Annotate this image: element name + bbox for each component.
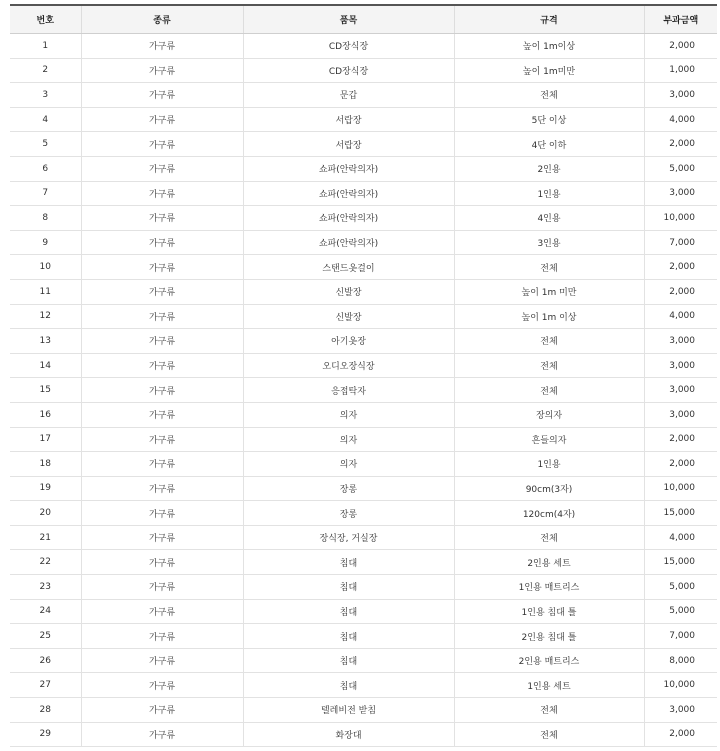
cell-no: 9	[10, 230, 81, 255]
cell-kind: 가구류	[81, 427, 243, 452]
cell-item: CD장식장	[243, 58, 454, 83]
cell-item: 침대	[243, 624, 454, 649]
table-row	[10, 698, 717, 723]
cell-spec: 높이 1m미만	[454, 58, 644, 83]
cell-spec: 장의자	[454, 402, 644, 427]
cell-kind: 가구류	[81, 107, 243, 132]
cell-item: 쇼파(안락의자)	[243, 156, 454, 181]
cell-no: 24	[10, 599, 81, 624]
cell-fee: 7,000	[644, 624, 717, 649]
cell-kind: 가구류	[81, 525, 243, 550]
cell-fee: 5,000	[644, 575, 717, 600]
cell-spec: 1인용	[454, 452, 644, 477]
cell-item: 서랍장	[243, 132, 454, 157]
cell-kind: 가구류	[81, 673, 243, 698]
cell-spec: 1인용 세트	[454, 673, 644, 698]
table-row	[10, 132, 717, 157]
header-fee: 부과금액	[644, 5, 717, 34]
cell-fee: 3,000	[644, 378, 717, 403]
cell-fee: 3,000	[644, 329, 717, 354]
table-row	[10, 206, 717, 231]
cell-kind: 가구류	[81, 230, 243, 255]
cell-no: 16	[10, 402, 81, 427]
cell-item: 침대	[243, 648, 454, 673]
cell-fee: 3,000	[644, 698, 717, 723]
cell-no: 5	[10, 132, 81, 157]
cell-item: 침대	[243, 673, 454, 698]
table-body	[10, 34, 717, 747]
cell-no: 29	[10, 722, 81, 747]
table-row	[10, 599, 717, 624]
cell-item: 서랍장	[243, 107, 454, 132]
cell-item: 장롱	[243, 476, 454, 501]
cell-no: 6	[10, 156, 81, 181]
table-row	[10, 255, 717, 280]
cell-fee: 1,000	[644, 58, 717, 83]
table-row	[10, 34, 717, 59]
cell-spec: 5단 이상	[454, 107, 644, 132]
cell-spec: 120cm(4자)	[454, 501, 644, 526]
cell-fee: 2,000	[644, 255, 717, 280]
cell-kind: 가구류	[81, 648, 243, 673]
cell-item: 의자	[243, 402, 454, 427]
table-row	[10, 575, 717, 600]
cell-kind: 가구류	[81, 206, 243, 231]
cell-kind: 가구류	[81, 624, 243, 649]
cell-spec: 전체	[454, 722, 644, 747]
cell-spec: 2인용 매트리스	[454, 648, 644, 673]
cell-fee: 10,000	[644, 673, 717, 698]
cell-item: 침대	[243, 575, 454, 600]
cell-no: 15	[10, 378, 81, 403]
table-row	[10, 624, 717, 649]
cell-fee: 8,000	[644, 648, 717, 673]
cell-no: 10	[10, 255, 81, 280]
cell-kind: 가구류	[81, 304, 243, 329]
cell-no: 21	[10, 525, 81, 550]
cell-spec: 높이 1m 미만	[454, 279, 644, 304]
cell-fee: 3,000	[644, 402, 717, 427]
cell-item: 텔레비전 받침	[243, 698, 454, 723]
cell-spec: 3인용	[454, 230, 644, 255]
cell-spec: 1인용 매트리스	[454, 575, 644, 600]
cell-spec: 4단 이하	[454, 132, 644, 157]
cell-item: 침대	[243, 550, 454, 575]
cell-no: 17	[10, 427, 81, 452]
cell-item: 신발장	[243, 279, 454, 304]
cell-fee: 15,000	[644, 501, 717, 526]
cell-fee: 10,000	[644, 206, 717, 231]
cell-fee: 2,000	[644, 279, 717, 304]
fee-table	[10, 4, 717, 747]
cell-no: 13	[10, 329, 81, 354]
cell-kind: 가구류	[81, 698, 243, 723]
cell-no: 11	[10, 279, 81, 304]
table-row	[10, 525, 717, 550]
cell-kind: 가구류	[81, 722, 243, 747]
table-row	[10, 550, 717, 575]
cell-kind: 가구류	[81, 181, 243, 206]
table-row	[10, 673, 717, 698]
header-item: 품목	[243, 5, 454, 34]
cell-no: 28	[10, 698, 81, 723]
table-row	[10, 402, 717, 427]
cell-item: 장식장, 거실장	[243, 525, 454, 550]
cell-spec: 전체	[454, 255, 644, 280]
cell-item: 문갑	[243, 83, 454, 108]
cell-no: 26	[10, 648, 81, 673]
cell-spec: 1인용 침대 틀	[454, 599, 644, 624]
cell-kind: 가구류	[81, 575, 243, 600]
table-row	[10, 378, 717, 403]
cell-spec: 전체	[454, 353, 644, 378]
header-row	[10, 5, 717, 34]
cell-no: 3	[10, 83, 81, 108]
cell-no: 12	[10, 304, 81, 329]
cell-item: 쇼파(안락의자)	[243, 206, 454, 231]
cell-spec: 전체	[454, 525, 644, 550]
table-row	[10, 722, 717, 747]
cell-fee: 5,000	[644, 599, 717, 624]
header-spec: 규격	[454, 5, 644, 34]
table-row	[10, 304, 717, 329]
cell-kind: 가구류	[81, 550, 243, 575]
cell-kind: 가구류	[81, 255, 243, 280]
cell-fee: 2,000	[644, 722, 717, 747]
cell-fee: 2,000	[644, 452, 717, 477]
header-kind: 종류	[81, 5, 243, 34]
table-row	[10, 107, 717, 132]
cell-no: 7	[10, 181, 81, 206]
cell-kind: 가구류	[81, 329, 243, 354]
cell-spec: 높이 1m이상	[454, 34, 644, 59]
cell-no: 23	[10, 575, 81, 600]
cell-kind: 가구류	[81, 378, 243, 403]
cell-no: 14	[10, 353, 81, 378]
cell-item: 신발장	[243, 304, 454, 329]
cell-fee: 3,000	[644, 83, 717, 108]
table-row	[10, 181, 717, 206]
table-row	[10, 427, 717, 452]
table-row	[10, 476, 717, 501]
cell-no: 1	[10, 34, 81, 59]
table-row	[10, 156, 717, 181]
cell-spec: 2인용 세트	[454, 550, 644, 575]
cell-no: 19	[10, 476, 81, 501]
cell-fee: 10,000	[644, 476, 717, 501]
cell-no: 22	[10, 550, 81, 575]
cell-no: 27	[10, 673, 81, 698]
table-row	[10, 83, 717, 108]
cell-item: 침대	[243, 599, 454, 624]
cell-fee: 3,000	[644, 181, 717, 206]
cell-fee: 4,000	[644, 304, 717, 329]
cell-item: 쇼파(안락의자)	[243, 230, 454, 255]
cell-no: 8	[10, 206, 81, 231]
cell-kind: 가구류	[81, 452, 243, 477]
cell-fee: 5,000	[644, 156, 717, 181]
cell-fee: 3,000	[644, 353, 717, 378]
cell-kind: 가구류	[81, 132, 243, 157]
fee-table-container	[10, 4, 717, 747]
table-row	[10, 452, 717, 477]
cell-kind: 가구류	[81, 58, 243, 83]
cell-spec: 전체	[454, 83, 644, 108]
cell-no: 18	[10, 452, 81, 477]
table-row	[10, 329, 717, 354]
cell-spec: 흔들의자	[454, 427, 644, 452]
cell-item: 쇼파(안락의자)	[243, 181, 454, 206]
cell-item: 의자	[243, 427, 454, 452]
cell-no: 2	[10, 58, 81, 83]
cell-fee: 2,000	[644, 34, 717, 59]
cell-no: 20	[10, 501, 81, 526]
header-no: 번호	[10, 5, 81, 34]
cell-spec: 전체	[454, 378, 644, 403]
cell-item: CD장식장	[243, 34, 454, 59]
table-row	[10, 648, 717, 673]
table-header	[10, 5, 717, 34]
cell-spec: 2인용 침대 틀	[454, 624, 644, 649]
table-row	[10, 501, 717, 526]
cell-item: 화장대	[243, 722, 454, 747]
cell-spec: 2인용	[454, 156, 644, 181]
cell-no: 25	[10, 624, 81, 649]
cell-spec: 전체	[454, 698, 644, 723]
cell-kind: 가구류	[81, 156, 243, 181]
table-row	[10, 279, 717, 304]
cell-no: 4	[10, 107, 81, 132]
cell-fee: 7,000	[644, 230, 717, 255]
cell-spec: 1인용	[454, 181, 644, 206]
cell-spec: 전체	[454, 329, 644, 354]
cell-kind: 가구류	[81, 402, 243, 427]
cell-kind: 가구류	[81, 599, 243, 624]
cell-kind: 가구류	[81, 83, 243, 108]
cell-spec: 90cm(3자)	[454, 476, 644, 501]
cell-kind: 가구류	[81, 353, 243, 378]
cell-fee: 4,000	[644, 525, 717, 550]
cell-item: 아기옷장	[243, 329, 454, 354]
cell-spec: 4인용	[454, 206, 644, 231]
cell-item: 오디오장식장	[243, 353, 454, 378]
cell-item: 스탠드옷걸이	[243, 255, 454, 280]
table-row	[10, 230, 717, 255]
cell-item: 응접탁자	[243, 378, 454, 403]
cell-item: 의자	[243, 452, 454, 477]
cell-spec: 높이 1m 이상	[454, 304, 644, 329]
table-row	[10, 58, 717, 83]
cell-kind: 가구류	[81, 476, 243, 501]
cell-fee: 4,000	[644, 107, 717, 132]
cell-kind: 가구류	[81, 501, 243, 526]
cell-fee: 2,000	[644, 132, 717, 157]
cell-item: 장롱	[243, 501, 454, 526]
cell-fee: 15,000	[644, 550, 717, 575]
cell-kind: 가구류	[81, 34, 243, 59]
table-row	[10, 353, 717, 378]
cell-fee: 2,000	[644, 427, 717, 452]
cell-kind: 가구류	[81, 279, 243, 304]
